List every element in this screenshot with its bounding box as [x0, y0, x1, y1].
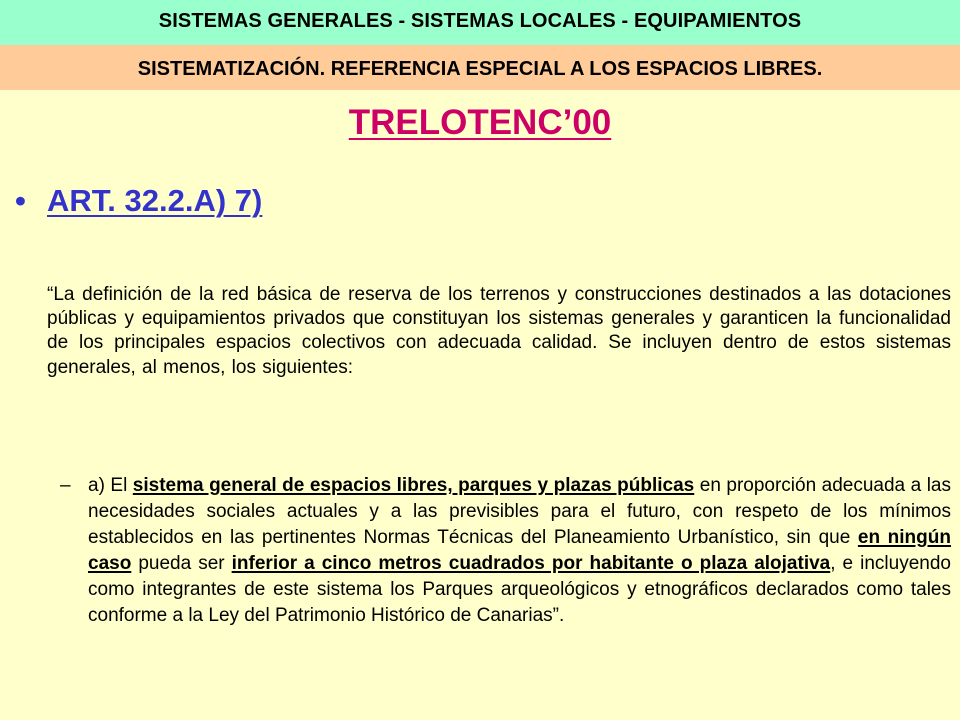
item-text-part4: , e incluyendo como integrantes de este sistema los Parques arqueológicos y etnográficos declarados como tales conforme a la Ley del Patrimonio Histórico de Canarias”.	[88, 553, 951, 626]
page-title-text: TRELOTENC’00	[348, 103, 612, 142]
page-title	[0, 103, 960, 143]
highlight-general-system: sistema general de espacios libres, parques y plazas públicas	[132, 475, 695, 496]
item-text-part3: pueda ser	[131, 553, 232, 574]
dash-marker: –	[60, 475, 71, 496]
article-reference-link[interactable]: ART. 32.2.A) 7)	[47, 183, 263, 218]
header-systematization-title: SISTEMATIZACIÓN. REFERENCIA ESPECIAL A LOS ESPACIOS LIBRES.	[0, 45, 960, 90]
item-text-part2: en proporción adecuada a las necesidades sociales actuales y a las previsibles para el futuro, con respeto de los mínimos establecidos en las pertinentes Normas Técnicas del Planeamiento Urbanístico, sin que	[88, 475, 951, 548]
bullet-icon: •	[15, 183, 26, 218]
highlight-minimum-area: inferior a cinco metros cuadrados por habitante o plaza alojativa	[231, 553, 831, 574]
article-heading	[15, 183, 262, 219]
highlight-in-no-case: en ningún caso	[88, 527, 951, 574]
quoted-paragraph: “La definición de la red básica de reserva de los terrenos y construcciones destinados a las dotaciones públicas y equipamientos privados que constituyan los sistemas generales y garanticen la funcionalidad de los principales espacios colectivos con adecuada calidad. Se incluyen dentro de estos sistemas generales, al menos, los siguientes:	[47, 284, 951, 378]
list-item-a-text	[88, 473, 951, 629]
item-text-part1: a) El	[88, 475, 133, 496]
header-systems-title: SISTEMAS GENERALES - SISTEMAS LOCALES - EQUIPAMIENTOS	[0, 0, 960, 45]
